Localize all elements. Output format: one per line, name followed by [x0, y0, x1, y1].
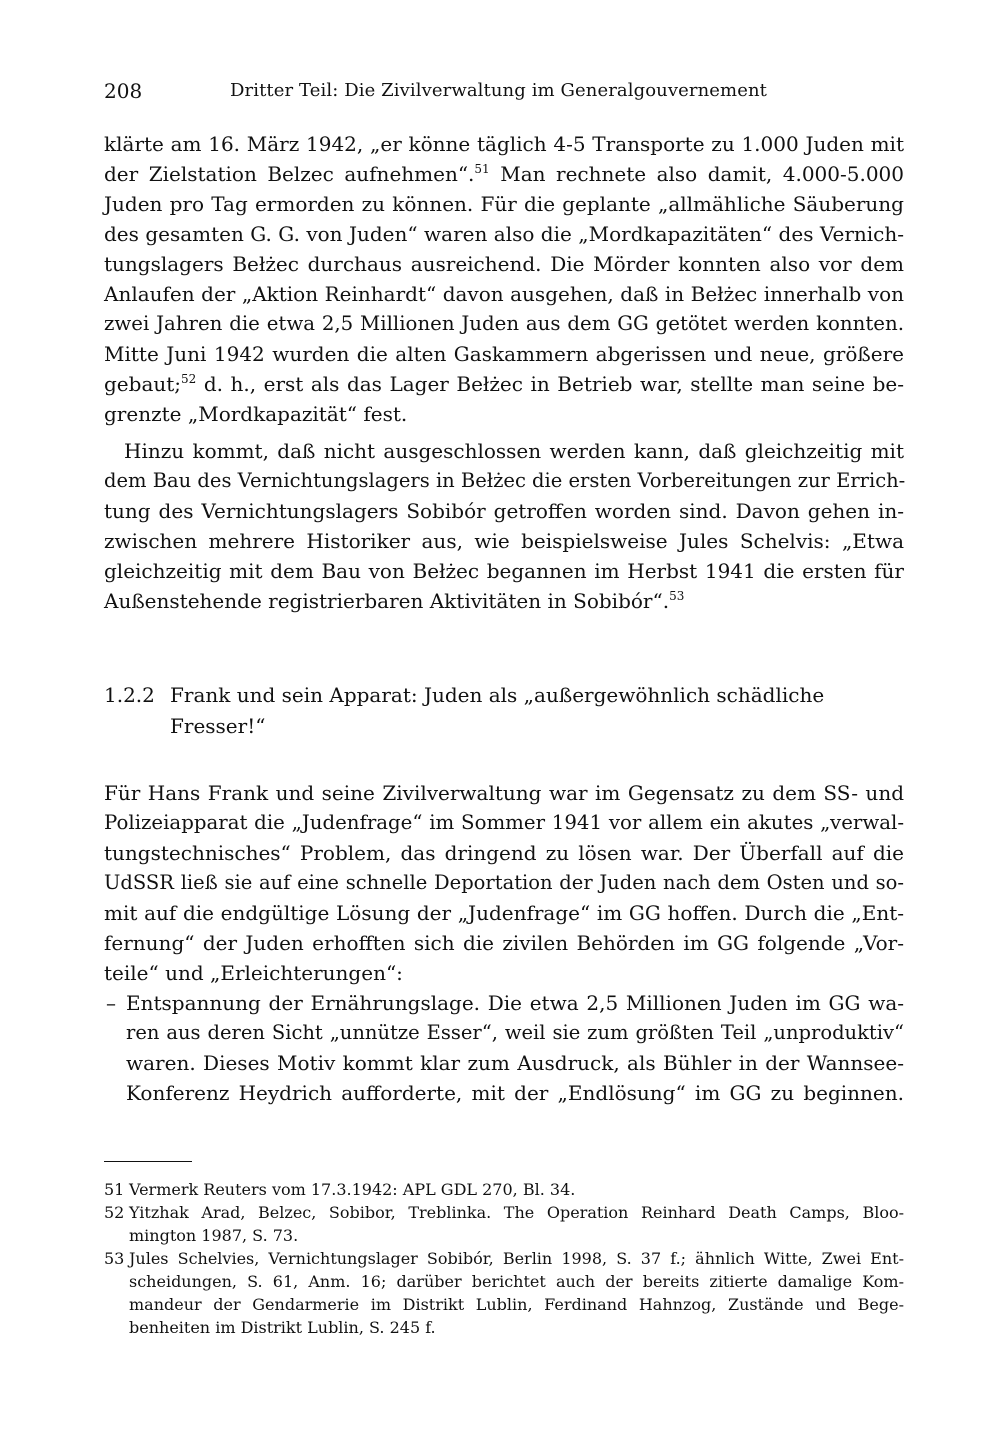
bullet-dash: – [106, 991, 116, 1015]
footnote-ref-51[interactable]: 51 [474, 162, 490, 176]
text-line: gebaut;$^{52}$ d. h., erst als das Lager Bełżec in Betrieb war, stellte man seine be- [104, 372, 904, 396]
page-number: 208 [104, 79, 143, 103]
footnote-53 [104, 1247, 904, 1270]
text-line: dem Bau des Vernichtungslagers in Bełżec die ersten Vorbereitungen zur Errich- [104, 469, 906, 492]
section-title-line: Fresser!“ [170, 714, 266, 738]
section-heading [104, 678, 904, 712]
footnote-ref-52[interactable]: 52 [181, 372, 197, 386]
text-line: Mitte Juni 1942 wurden die alten Gaskammern abgerissen und neue, größere [104, 342, 904, 366]
text-line: Außenstehende registrierbaren Aktivitäten in Sobibór“.$^{53}$ [104, 589, 685, 613]
footnote-rule [104, 1161, 192, 1162]
text-line: Für Hans Frank und seine Zivilverwaltung war im Gegensatz zu dem SS- und [104, 781, 904, 805]
text-line: UdSSR ließ sie auf eine schnelle Deportation der Juden nach dem Osten und so- [104, 871, 904, 894]
text-line: Anlaufen der „Aktion Reinhardt“ davon ausgehen, daß in Bełżec innerhalb von [104, 282, 904, 306]
text-line: grenzte „Mordkapazität“ fest. [104, 402, 408, 426]
page-header [104, 76, 904, 106]
text-line: fernung“ der Juden erhofften sich die zivilen Behörden im GG folgende „Vor- [104, 931, 904, 955]
text-line: Entspannung der Ernährungslage. Die etwa 2,5 Millionen Juden im GG wa- [126, 991, 904, 1015]
footnote-number: 51 [104, 1180, 125, 1199]
footnote-ref-53[interactable]: 53 [669, 589, 685, 603]
footnote-53-cont [104, 1270, 904, 1293]
footnote-text: Jules Schelvies, Vernichtungslager Sobibór, Berlin 1998, S. 37 f.; ähnlich Witte, Zwei Ent- [129, 1249, 904, 1268]
text-line: tungslagers Bełżec durchaus ausreichend. Die Mörder konnten also vor dem [104, 252, 904, 276]
text-line: ren aus deren Sicht „unnütze Esser“, weil sie zum größten Teil „unproduktiv“ [126, 1021, 904, 1044]
text-line: Juden pro Tag ermorden zu können. Für die geplante „allmähliche Säuberung [104, 192, 904, 216]
text-line: teile“ und „Erleichterungen“: [104, 961, 403, 985]
text-line: Hinzu kommt, daß nicht ausgeschlossen werden kann, daß gleichzeitig mit [124, 439, 904, 463]
section-title-line: Frank und sein Apparat: Juden als „außergewöhnlich schädliche [170, 683, 825, 707]
text-line: des gesamten G. G. von Juden“ waren also die „Mordkapazitäten“ des Vernich- [104, 222, 904, 246]
text-line: der Zielstation Belzec aufnehmen“.$^{51}$ Man rechnete also damit, 4.000-5.000 [104, 162, 904, 186]
section-heading-cont [104, 709, 904, 743]
text-line: waren. Dieses Motiv kommt klar zum Ausdruck, als Bühler in der Wannsee- [126, 1051, 904, 1075]
section-number: 1.2.2 [104, 683, 155, 707]
footnote-text: Vermerk Reuters vom 17.3.1942: APL GDL 270, Bl. 34. [129, 1180, 576, 1199]
text-line: tungstechnisches“ Problem, das dringend zu lösen war. Der Überfall auf die [104, 841, 904, 865]
footnote-53-cont [104, 1316, 904, 1339]
footnote-text: mington 1987, S. 73. [129, 1226, 299, 1245]
text-line: zwischen mehrere Historiker aus, wie beispielsweise Jules Schelvis: „Etwa [104, 529, 904, 553]
footnote-53-cont [104, 1293, 904, 1316]
footnote-number: 53 [104, 1249, 125, 1268]
text-line: mit auf die endgültige Lösung der „Judenfrage“ im GG hoffen. Durch die „Ent- [104, 901, 904, 925]
footnote-text: benheiten im Distrikt Lublin, S. 245 f. [129, 1318, 436, 1337]
text-line: zwei Jahren die etwa 2,5 Millionen Juden aus dem GG getötet werden konnten. [104, 312, 904, 335]
text-line: Konferenz Heydrich aufforderte, mit der „Endlösung“ im GG zu beginnen. [126, 1081, 904, 1105]
text-line: klärte am 16. März 1942, „er könne täglich 4-5 Transporte zu 1.000 Juden mit [104, 132, 904, 156]
footnote-51 [104, 1178, 904, 1201]
footnote-52 [104, 1201, 904, 1224]
text-line: tung des Vernichtungslagers Sobibór getroffen worden sind. Davon gehen in- [104, 499, 904, 523]
footnote-52-cont [104, 1224, 904, 1247]
footnote-number: 52 [104, 1203, 125, 1222]
text-line: Polizeiapparat die „Judenfrage“ im Sommer 1941 vor allem ein akutes „verwal- [104, 811, 904, 834]
footnote-text: Yitzhak Arad, Belzec, Sobibor, Treblinka. The Operation Reinhard Death Camps, Bloo- [129, 1203, 904, 1222]
footnote-text: scheidungen, S. 61, Anm. 16; darüber berichtet auch der bereits zitierte damalige Kom- [129, 1272, 904, 1291]
running-title: Dritter Teil: Die Zivilverwaltung im Generalgouvernement [230, 80, 767, 101]
text-line: gleichzeitig mit dem Bau von Bełżec begannen im Herbst 1941 die ersten für [104, 559, 904, 583]
footnote-text: mandeur der Gendarmerie im Distrikt Lublin, Ferdinand Hahnzog, Zustände und Bege- [129, 1295, 904, 1314]
